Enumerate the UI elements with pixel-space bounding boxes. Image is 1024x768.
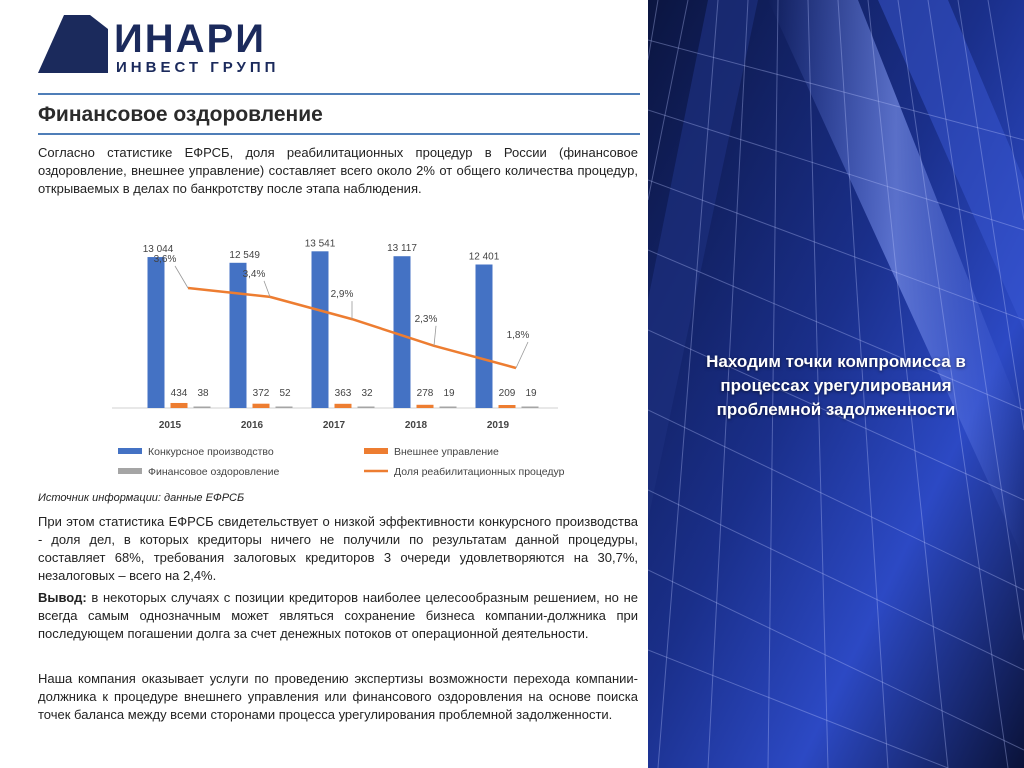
value-label-fin-recovery-2018: 19 (443, 388, 455, 399)
intro-paragraph: Согласно статистике ЕФРСБ, доля реабилитационных процедур в России (финансовое оздоровление, внешнее управление) составляет всего около 2% от общего количества процедур, открываемых в делах по банкротству после этапа наблюдения. (38, 145, 638, 196)
value-label-fin-recovery-2015: 38 (197, 388, 209, 399)
bar-external-mgmt-2016 (253, 404, 270, 408)
bar-external-mgmt-2018 (417, 405, 434, 408)
bar-bankruptcy-2018 (394, 256, 411, 408)
tagline: Находим точки компромисса в процессах урегулирования проблемной задолженности (706, 352, 966, 419)
bar-bankruptcy-2017 (312, 251, 329, 408)
legend-bankruptcy-swatch (118, 448, 142, 454)
bar-fin-recovery-2015 (194, 407, 211, 409)
conclusion-paragraph (38, 589, 638, 643)
share-label-2019: 1,8% (506, 330, 530, 341)
value-label-external-mgmt-2016: 372 (252, 388, 270, 399)
legend-bankruptcy-label: Конкурсное производство (148, 446, 274, 458)
legend-fin-recovery-swatch (118, 468, 142, 474)
leader-line-2016 (264, 281, 270, 297)
legend-external-mgmt-label: Внешнее управление (394, 446, 499, 458)
value-label-external-mgmt-2017: 363 (334, 388, 352, 399)
x-tick-label-2017: 2017 (322, 420, 346, 431)
value-label-bankruptcy-2017: 13 541 (304, 238, 336, 250)
logo-name: ИНАРИ (114, 17, 266, 61)
share-label-2017: 2,9% (330, 289, 354, 301)
hero-image-panel (648, 0, 1024, 768)
value-label-bankruptcy-2018: 13 117 (387, 243, 417, 255)
share-label-2016: 3,4% (242, 268, 266, 280)
value-label-external-mgmt-2018: 278 (416, 388, 434, 399)
value-label-fin-recovery-2016: 52 (279, 388, 291, 399)
x-tick-label-2016: 2016 (240, 420, 264, 431)
bar-fin-recovery-2017 (358, 407, 375, 409)
leader-line-2019 (516, 342, 528, 368)
logo-subtitle: ИНВЕСТ ГРУПП (116, 59, 280, 76)
page-title: Финансовое оздоровление (38, 103, 323, 126)
conclusion-text: в некоторых случаях с позиции кредиторов наиболее целесообразным решением, но не всегда самым однозначным может являться сохранение бизнеса компании-должника при последующем погашении долга за счет денежных потоков от операционной деятельности. (38, 590, 638, 641)
conclusion-label: Вывод: (38, 590, 87, 605)
x-tick-label-2018: 2018 (404, 420, 428, 431)
company-logo (38, 15, 298, 77)
efficiency-paragraph: При этом статистика ЕФРСБ свидетельствует о низкой эффективности конкурсного производства - доля дел, в которых кредиторы ничего не получили по результатам данной процедуры, составляет 68%, требования залоговых кредиторов 3 очереди удовлетворяются на 30,7%, незалоговых – всего на 2,4%. (38, 514, 638, 583)
bar-fin-recovery-2019 (522, 407, 539, 409)
bar-fin-recovery-2016 (276, 407, 293, 409)
legend-fin-recovery-label: Финансовое оздоровление (148, 466, 280, 478)
bar-bankruptcy-2016 (230, 263, 247, 408)
value-label-fin-recovery-2019: 19 (525, 388, 537, 399)
bar-external-mgmt-2015 (171, 403, 188, 408)
bar-external-mgmt-2017 (335, 404, 352, 408)
value-label-bankruptcy-2016: 12 549 (229, 249, 260, 261)
x-tick-label-2019: 2019 (486, 420, 510, 431)
legend-rehab-share-label: Доля реабилитационных процедур (394, 466, 565, 478)
leader-line-2015 (175, 266, 188, 288)
bar-external-mgmt-2019 (499, 405, 516, 408)
bar-fin-recovery-2018 (440, 407, 457, 409)
legend-external-mgmt-swatch (364, 448, 388, 454)
value-label-bankruptcy-2019: 12 401 (468, 251, 500, 263)
source-note: Источник информации: данные ЕФРСБ (38, 492, 245, 504)
value-label-external-mgmt-2019: 209 (498, 388, 516, 399)
bar-bankruptcy-2019 (476, 265, 493, 408)
share-label-2015: 3,6% (153, 254, 177, 265)
rehab-procedures-chart (108, 200, 578, 485)
value-label-external-mgmt-2015: 434 (170, 388, 188, 399)
value-label-fin-recovery-2017: 32 (361, 388, 373, 399)
logo-mark-icon (38, 15, 110, 75)
value-label-bankruptcy-2015: 13 044 (142, 244, 174, 256)
title-divider (38, 133, 640, 135)
share-label-2018: 2,3% (414, 313, 438, 325)
top-divider (38, 93, 640, 95)
leader-line-2018 (434, 326, 436, 346)
x-tick-label-2015: 2015 (158, 420, 182, 431)
bar-bankruptcy-2015 (148, 257, 165, 408)
services-paragraph: Наша компания оказывает услуги по проведению экспертизы возможности перехода компании-должника к процедуре внешнего управления или финансового оздоровления на основе поиска точек баланса между всеми сторонами процесса урегулирования проблемной задолженности. (38, 671, 638, 722)
